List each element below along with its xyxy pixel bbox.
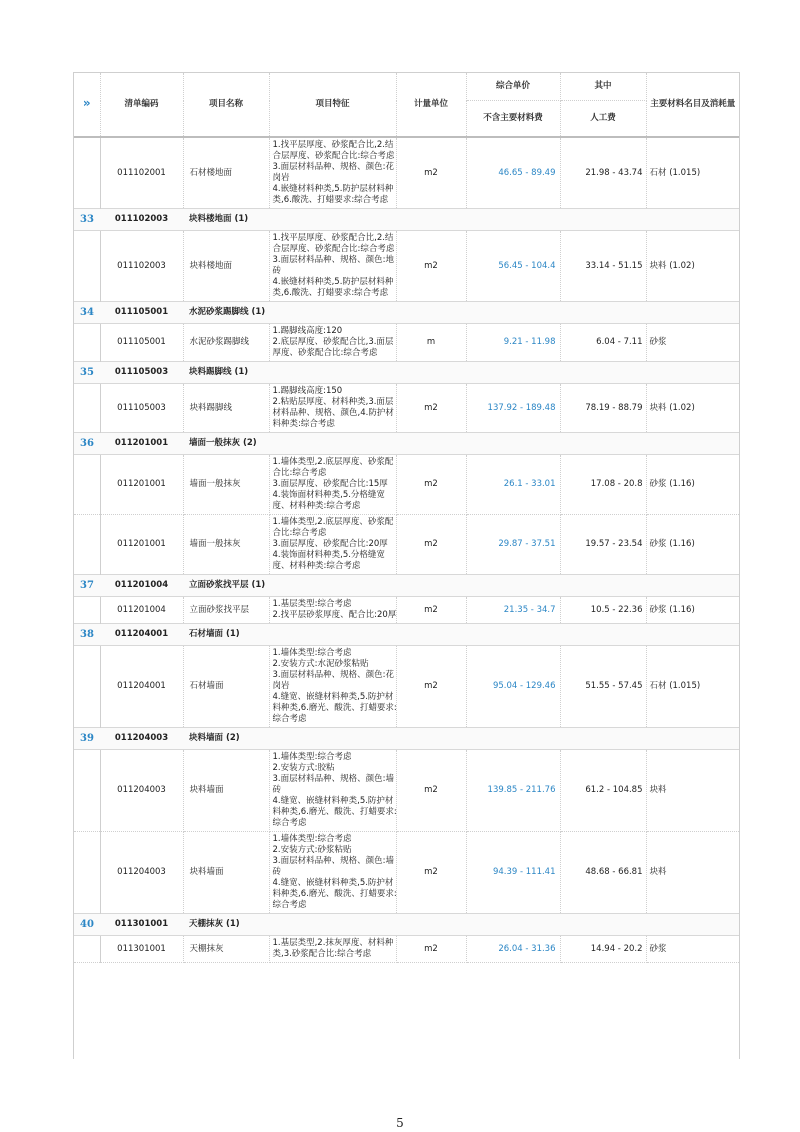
feature-line: 1.基层类型,2.抹灰厚度、材料种 [272, 938, 394, 948]
group-code: 011105003 [100, 362, 183, 384]
item-unit: m2 [396, 750, 466, 832]
item-labor: 19.57 - 23.54 [560, 515, 646, 575]
feature-line: 1.墙体类型:综合考虑 [272, 834, 352, 844]
item-labor: 61.2 - 104.85 [560, 750, 646, 832]
feature-line: 材料品种、规格、颜色,4.防护材 [272, 408, 394, 418]
feature-line: 2.安装方式:水泥砂浆粘贴 [272, 659, 369, 669]
item-material: 石材 (1.015) [646, 137, 739, 209]
item-unit: m2 [396, 515, 466, 575]
table-row[interactable] [74, 646, 739, 728]
table-row[interactable] [74, 384, 739, 433]
feature-line: 料种类:综合考虑 [272, 419, 335, 429]
feature-line: 4.缝宽、嵌缝材料种类,5.防护材 [272, 796, 394, 806]
group-row[interactable] [74, 209, 739, 231]
feature-line: 1.墙体类型:综合考虑 [272, 648, 352, 658]
feature-line: 料种类,6.磨光、酸洗、打蜡要求: [272, 703, 397, 713]
group-row[interactable] [74, 624, 739, 646]
item-features [269, 936, 396, 963]
feature-line: 4.缝宽、嵌缝材料种类,5.防护材 [272, 692, 394, 702]
header-name: 项目名称 [183, 73, 269, 137]
group-title: 块料楼地面 (1) [183, 209, 739, 231]
group-title: 天棚抹灰 (1) [183, 914, 739, 936]
header-unit: 计量单位 [396, 73, 466, 137]
row-spacer [74, 455, 100, 515]
table-body [74, 137, 739, 963]
item-unit: m2 [396, 137, 466, 209]
row-spacer [74, 137, 100, 209]
feature-line: 厚度、砂浆配合比:综合考虑 [272, 348, 378, 358]
item-code: 011201001 [100, 455, 183, 515]
item-name: 块料墙面 [183, 750, 269, 832]
item-unit: m2 [396, 646, 466, 728]
item-name: 石材墙面 [183, 646, 269, 728]
item-price-link[interactable]: 9.21 - 11.98 [466, 324, 560, 362]
table-header [74, 73, 739, 137]
group-code: 011204001 [100, 624, 183, 646]
feature-line: 2.粘贴层厚度、材料种类,3.面层 [272, 397, 394, 407]
item-labor: 51.55 - 57.45 [560, 646, 646, 728]
item-unit: m2 [396, 832, 466, 914]
feature-line: 3.面层厚度、砂浆配合比:20厚 [272, 539, 388, 549]
header-feature: 项目特征 [269, 73, 396, 137]
group-code: 011102003 [100, 209, 183, 231]
item-price-link[interactable]: 94.39 - 111.41 [466, 832, 560, 914]
item-price-link[interactable]: 21.35 - 34.7 [466, 597, 560, 624]
group-row[interactable] [74, 575, 739, 597]
row-spacer [74, 231, 100, 302]
item-features [269, 455, 396, 515]
header-labor: 人工费 [560, 101, 646, 138]
row-spacer [74, 597, 100, 624]
group-title: 块料墙面 (2) [183, 728, 739, 750]
feature-line: 2.安装方式:砂浆粘贴 [272, 845, 352, 855]
table-row[interactable] [74, 597, 739, 624]
item-code: 011201004 [100, 597, 183, 624]
feature-line: 砖 [272, 785, 282, 795]
item-unit: m2 [396, 231, 466, 302]
item-labor: 10.5 - 22.36 [560, 597, 646, 624]
feature-line: 类,3.砂浆配合比:综合考虑 [272, 949, 372, 959]
row-spacer [74, 832, 100, 914]
item-price-link[interactable]: 46.65 - 89.49 [466, 137, 560, 209]
feature-line: 3.面层材料品种、规格、颜色:地 [272, 255, 394, 265]
group-index: 40 [74, 914, 100, 936]
table-row[interactable] [74, 832, 739, 914]
group-index: 39 [74, 728, 100, 750]
group-title: 水泥砂浆踢脚线 (1) [183, 302, 739, 324]
item-price-link[interactable]: 26.1 - 33.01 [466, 455, 560, 515]
item-name: 水泥砂浆踢脚线 [183, 324, 269, 362]
group-row[interactable] [74, 914, 739, 936]
item-material: 石材 (1.015) [646, 646, 739, 728]
feature-line: 1.找平层厚度、砂浆配合比,2.结 [272, 233, 394, 243]
group-index: 34 [74, 302, 100, 324]
item-labor: 33.14 - 51.15 [560, 231, 646, 302]
feature-line: 料种类,6.磨光、酸洗、打蜡要求: [272, 807, 397, 817]
header-main-material: 主要材料名目及消耗量 [646, 73, 739, 137]
feature-line: 3.面层厚度、砂浆配合比:15厚 [272, 479, 388, 489]
item-name: 墙面一般抹灰 [183, 455, 269, 515]
table-row[interactable] [74, 936, 739, 963]
feature-line: 4.装饰面材料种类,5.分格缝宽 [272, 550, 385, 560]
item-labor: 6.04 - 7.11 [560, 324, 646, 362]
price-table [74, 73, 739, 963]
feature-line: 1.找平层厚度、砂浆配合比,2.结 [272, 140, 394, 150]
feature-line: 岗岩 [272, 681, 290, 691]
header-of-which: 其中 [560, 73, 646, 101]
feature-line: 4.嵌缝材料种类,5.防护层材料种 [272, 184, 394, 194]
item-code: 011204003 [100, 832, 183, 914]
item-code: 011204001 [100, 646, 183, 728]
item-features [269, 515, 396, 575]
item-code: 011105001 [100, 324, 183, 362]
item-material: 块料 (1.02) [646, 384, 739, 433]
feature-line: 度、材料种类:综合考虑 [272, 561, 361, 571]
item-material: 砂浆 (1.16) [646, 597, 739, 624]
feature-line: 4.缝宽、嵌缝材料种类,5.防护材 [272, 878, 394, 888]
item-code: 011102001 [100, 137, 183, 209]
item-price-link[interactable]: 137.92 - 189.48 [466, 384, 560, 433]
item-material: 块料 [646, 832, 739, 914]
feature-line: 3.面层材料品种、规格、颜色:花 [272, 162, 394, 172]
group-index: 36 [74, 433, 100, 455]
header-composite-price: 综合单价 [466, 73, 560, 101]
item-material: 砂浆 [646, 936, 739, 963]
feature-line: 合比:综合考虑 [272, 528, 327, 538]
row-spacer [74, 384, 100, 433]
group-code: 011201001 [100, 433, 183, 455]
item-features [269, 646, 396, 728]
group-title: 墙面一般抹灰 (2) [183, 433, 739, 455]
feature-line: 料种类,6.磨光、酸洗、打蜡要求: [272, 889, 397, 899]
row-spacer [74, 324, 100, 362]
group-index: 37 [74, 575, 100, 597]
item-material: 砂浆 (1.16) [646, 515, 739, 575]
feature-line: 1.基层类型:综合考虑 [272, 599, 352, 609]
feature-line: 3.面层材料品种、规格、颜色:花 [272, 670, 394, 680]
item-labor: 78.19 - 88.79 [560, 384, 646, 433]
feature-line: 综合考虑 [272, 714, 307, 724]
feature-line: 4.嵌缝材料种类,5.防护层材料种 [272, 277, 394, 287]
feature-line: 3.面层材料品种、规格、颜色:墙 [272, 774, 394, 784]
table-row[interactable] [74, 231, 739, 302]
item-features [269, 750, 396, 832]
item-unit: m [396, 324, 466, 362]
item-unit: m2 [396, 936, 466, 963]
item-features [269, 832, 396, 914]
item-labor: 14.94 - 20.2 [560, 936, 646, 963]
item-code: 011204003 [100, 750, 183, 832]
table-row[interactable] [74, 455, 739, 515]
item-unit: m2 [396, 384, 466, 433]
row-spacer [74, 515, 100, 575]
item-features [269, 597, 396, 624]
group-row[interactable] [74, 302, 739, 324]
item-price-link[interactable]: 29.87 - 37.51 [466, 515, 560, 575]
group-title: 石材墙面 (1) [183, 624, 739, 646]
item-labor: 17.08 - 20.8 [560, 455, 646, 515]
item-name: 块料墙面 [183, 832, 269, 914]
feature-line: 2.找平层砂浆厚度、配合比:20厚 [272, 610, 397, 620]
item-features [269, 231, 396, 302]
item-material: 砂浆 (1.16) [646, 455, 739, 515]
item-material: 块料 (1.02) [646, 231, 739, 302]
item-price-link[interactable]: 26.04 - 31.36 [466, 936, 560, 963]
item-material: 块料 [646, 750, 739, 832]
price-table-sheet [73, 72, 740, 1059]
group-index: 33 [74, 209, 100, 231]
feature-line: 岗岩 [272, 173, 290, 183]
header-excluding-material: 不含主要材料费 [466, 101, 560, 138]
feature-line: 2.安装方式:胶粘 [272, 763, 335, 773]
feature-line: 4.装饰面材料种类,5.分格缝宽 [272, 490, 385, 500]
item-code: 011201001 [100, 515, 183, 575]
group-index: 38 [74, 624, 100, 646]
item-features [269, 137, 396, 209]
item-features [269, 324, 396, 362]
group-row[interactable] [74, 728, 739, 750]
item-name: 块料楼地面 [183, 231, 269, 302]
group-code: 011105001 [100, 302, 183, 324]
row-spacer [74, 750, 100, 832]
double-chevron-down-icon[interactable]: » [82, 96, 91, 110]
row-spacer [74, 936, 100, 963]
item-price-link[interactable]: 56.45 - 104.4 [466, 231, 560, 302]
feature-line: 合比:综合考虑 [272, 468, 327, 478]
item-price-link[interactable]: 95.04 - 129.46 [466, 646, 560, 728]
table-row[interactable] [74, 324, 739, 362]
item-unit: m2 [396, 597, 466, 624]
group-title: 块料踢脚线 (1) [183, 362, 739, 384]
feature-line: 合层厚度、砂浆配合比:综合考虑 [272, 244, 395, 254]
group-row[interactable] [74, 433, 739, 455]
group-code: 011301001 [100, 914, 183, 936]
feature-line: 1.踢脚线高度:150 [272, 386, 343, 396]
feature-line: 度、材料种类:综合考虑 [272, 501, 361, 511]
row-spacer [74, 646, 100, 728]
feature-line: 3.面层材料品种、规格、颜色:墙 [272, 856, 394, 866]
expand-toggle[interactable] [74, 73, 100, 137]
group-title: 立面砂浆找平层 (1) [183, 575, 739, 597]
feature-line: 砖 [272, 266, 282, 276]
item-labor: 21.98 - 43.74 [560, 137, 646, 209]
item-code: 011105003 [100, 384, 183, 433]
group-code: 011201004 [100, 575, 183, 597]
feature-line: 综合考虑 [272, 900, 307, 910]
group-row[interactable] [74, 362, 739, 384]
page-number: 5 [396, 1116, 404, 1130]
item-price-link[interactable]: 139.85 - 211.76 [466, 750, 560, 832]
item-unit: m2 [396, 455, 466, 515]
feature-line: 1.墙体类型:综合考虑 [272, 752, 352, 762]
feature-line: 1.墙体类型,2.底层厚度、砂浆配 [272, 517, 394, 527]
feature-line: 2.底层厚度、砂浆配合比,3.面层 [272, 337, 394, 347]
feature-line: 1.踢脚线高度:120 [272, 326, 343, 336]
item-code: 011301001 [100, 936, 183, 963]
feature-line: 合层厚度、砂浆配合比:综合考虑 [272, 151, 395, 161]
group-code: 011204003 [100, 728, 183, 750]
table-row[interactable] [74, 515, 739, 575]
item-name: 立面砂浆找平层 [183, 597, 269, 624]
item-name: 块料踢脚线 [183, 384, 269, 433]
feature-line: 1.墙体类型,2.底层厚度、砂浆配 [272, 457, 394, 467]
item-name: 石材楼地面 [183, 137, 269, 209]
feature-line: 类,6.酸洗、打蜡要求:综合考虑 [272, 288, 389, 298]
item-material: 砂浆 [646, 324, 739, 362]
group-index: 35 [74, 362, 100, 384]
item-features [269, 384, 396, 433]
feature-line: 砖 [272, 867, 282, 877]
item-name: 天棚抹灰 [183, 936, 269, 963]
feature-line: 综合考虑 [272, 818, 307, 828]
item-labor: 48.68 - 66.81 [560, 832, 646, 914]
table-row[interactable] [74, 750, 739, 832]
header-code: 清单编码 [100, 73, 183, 137]
table-row[interactable] [74, 137, 739, 209]
feature-line: 类,6.酸洗、打蜡要求:综合考虑 [272, 195, 389, 205]
item-code: 011102003 [100, 231, 183, 302]
item-name: 墙面一般抹灰 [183, 515, 269, 575]
